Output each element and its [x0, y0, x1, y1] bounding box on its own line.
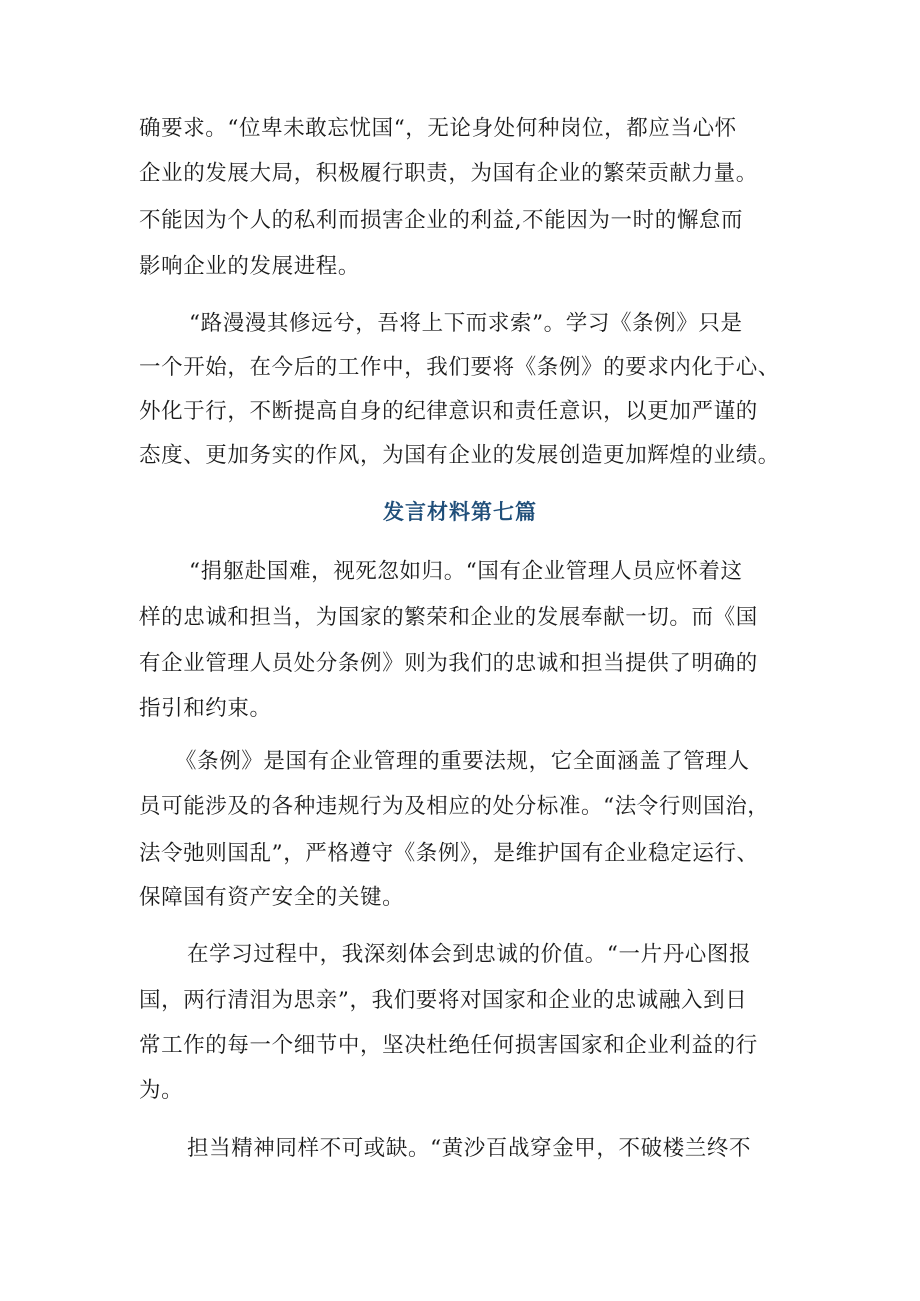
text-line: 在学习过程中，我深刻体会到忠诚的价值。“一片丹心图报: [187, 942, 752, 967]
text-line: 担当精神同样不可或缺。“黄沙百战穿金甲，不破楼兰终不: [187, 1136, 752, 1161]
text-line: 保障国有资产安全的关键。: [139, 885, 405, 910]
text-line: 为。: [139, 1078, 184, 1103]
text-line: 一个开始，在今后的工作中，我们要将《条例》的要求内化于心、: [139, 355, 780, 380]
text-line: 国，两行清泪为思亲”，我们要将对国家和企业的忠诚融入到日: [139, 988, 748, 1013]
text-line: 影响企业的发展进程。: [139, 254, 361, 279]
text-line: 《条例》是国有企业管理的重要法规，它全面涵盖了管理人: [175, 749, 750, 774]
text-line: 常工作的每一个细节中，坚决杜绝任何损害国家和企业利益的行: [139, 1033, 758, 1058]
text-line: 样的忠诚和担当，为国家的繁荣和企业的发展奉献一切。而《国: [139, 605, 758, 630]
text-line: 态度、更加务实的作风，为国有企业的发展创造更加辉煌的业绩。: [139, 443, 780, 468]
text-line: “捐躯赴国难，视死忽如归。“国有企业管理人员应怀着这: [189, 559, 743, 584]
text-line: 不能因为个人的私利而损害企业的利益,不能因为一时的懈怠而: [139, 208, 744, 233]
text-line: 有企业管理人员处分条例》则为我们的忠诚和担当提供了明确的: [139, 651, 758, 676]
text-line: 指引和约束。: [139, 696, 272, 721]
text-line: “路漫漫其修远兮，吾将上下而求索”。学习《条例》只是: [189, 311, 743, 336]
text-line: 外化于行，不断提高自身的纪律意识和责任意识，以更加严谨的: [139, 399, 758, 424]
text-line: 企业的发展大局，积极履行职责，为国有企业的繁荣贡献力量。: [139, 161, 758, 186]
text-line: 法令弛则国乱”，严格遵守《条例》，是维护国有企业稳定运行、: [139, 841, 759, 866]
text-line: 员可能涉及的各种违规行为及相应的处分标准。“法令行则国治，: [139, 794, 770, 819]
text-line: 确要求。“位卑未敢忘忧国“，无论身处何种岗位，都应当心怀: [139, 116, 737, 141]
section-heading: 发言材料第七篇: [383, 500, 537, 524]
